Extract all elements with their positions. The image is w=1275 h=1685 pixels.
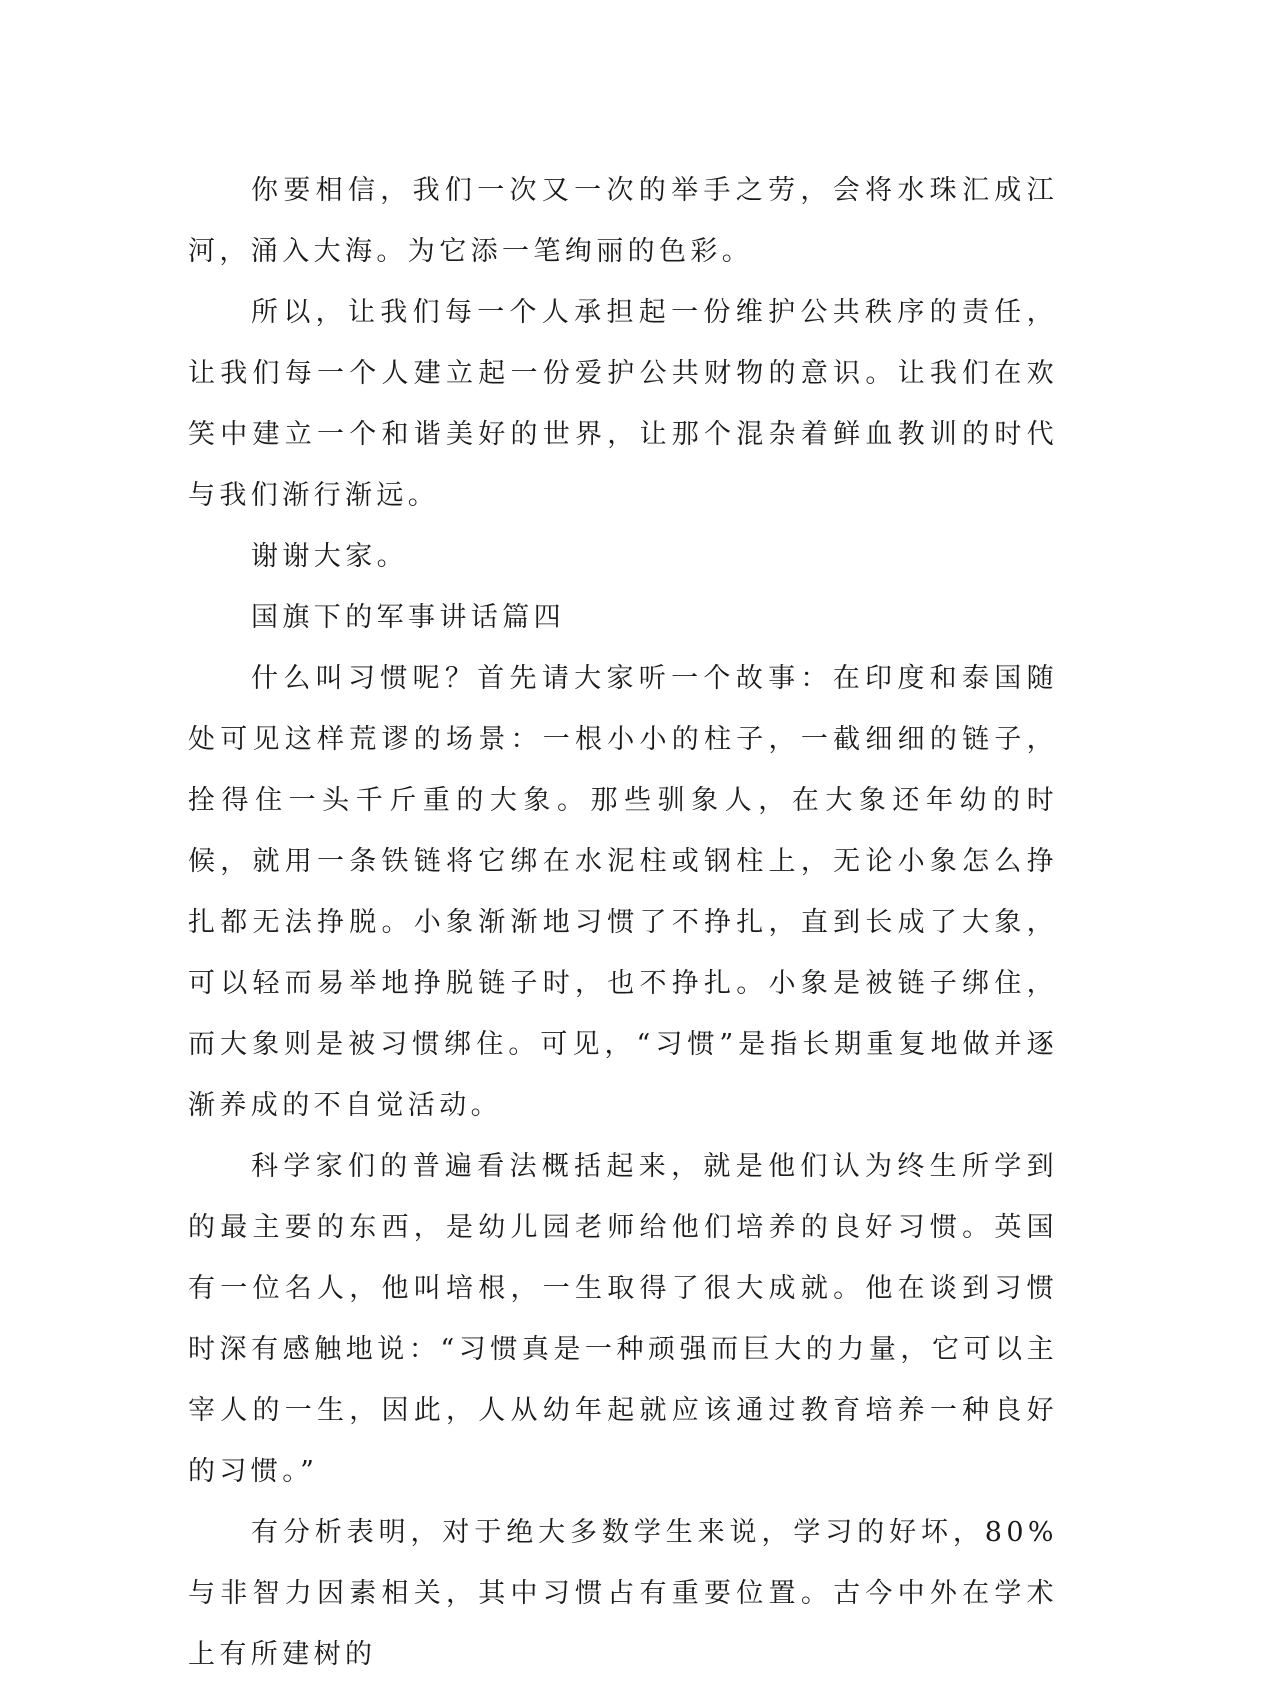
paragraph: 有分析表明，对于绝大多数学生来说，学习的好坏，80%与非智力因素相关，其中习惯占有重要位置。古今中外在学术上有所建树的 xyxy=(188,1517,1058,1670)
paragraph: 谢谢大家。 xyxy=(251,541,408,572)
section-heading: 国旗下的军事讲话篇四 xyxy=(251,602,565,633)
paragraph: 所以，让我们每一个人承担起一份维护公共秩序的责任，让我们每一个人建立起一份爱护公共财物的意识。让我们在欢笑中建立一个和谐美好的世界，让那个混杂着鲜血教训的时代与我们渐行渐远。 xyxy=(188,297,1058,511)
paragraph: 什么叫习惯呢？首先请大家听一个故事：在印度和泰国随处可见这样荒谬的场景：一根小小的柱子，一截细细的链子，拴得住一头千斤重的大象。那些驯象人，在大象还年幼的时候，就用一条铁链将它绑在水泥柱或钢柱上，无论小象怎么挣扎都无法挣脱。小象渐渐地习惯了不挣扎，直到长成了大象，可以轻而易举地挣脱链子时，也不挣扎。小象是被链子绑住，而大象则是被习惯绑住。可见，“习惯”是指长期重复地做并逐渐养成的不自觉活动。 xyxy=(188,663,1058,1121)
paragraph: 你要相信，我们一次又一次的举手之劳，会将水珠汇成江河，涌入大海。为它添一笔绚丽的色彩。 xyxy=(188,175,1058,267)
paragraph: 科学家们的普遍看法概括起来，就是他们认为终生所学到的最主要的东西，是幼儿园老师给他们培养的良好习惯。英国有一位名人，他叫培根，一生取得了很大成就。他在谈到习惯时深有感触地说：“习惯真是一种顽强而巨大的力量，它可以主宰人的一生，因此，人从幼年起就应该通过教育培养一种良好的习惯。” xyxy=(188,1151,1058,1487)
document-body xyxy=(188,160,1058,1685)
